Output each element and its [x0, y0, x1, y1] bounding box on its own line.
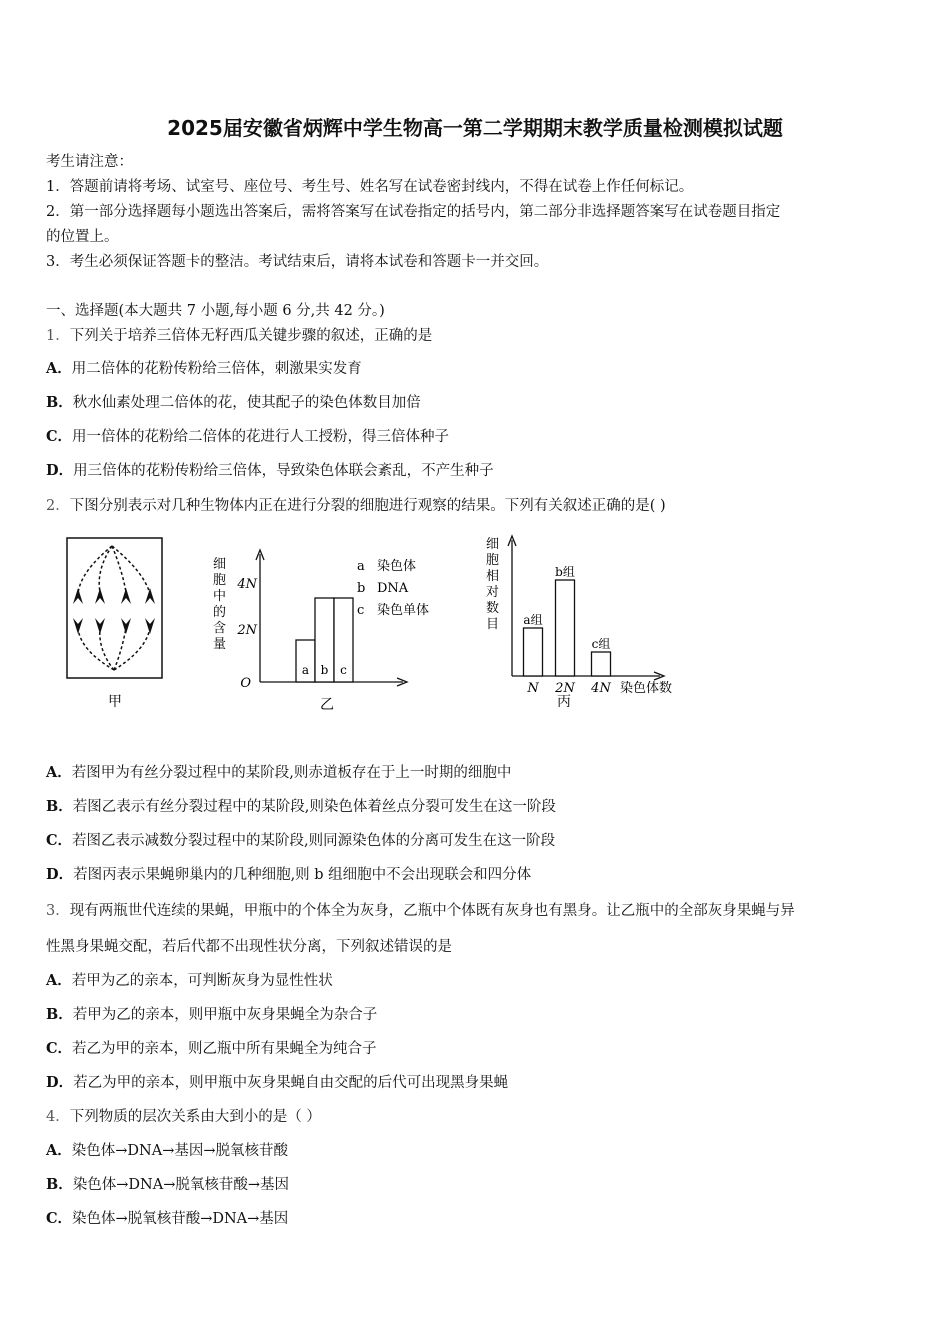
option-text: 用二倍体的花粉传粉给三倍体，刺激果实发育	[71, 361, 362, 377]
y-axis-label-char: 数	[486, 601, 500, 616]
bar-label: b组	[555, 565, 575, 579]
bar-1	[524, 628, 543, 676]
question-number: 2．	[46, 498, 70, 514]
bar-3	[592, 652, 611, 676]
cell-outline	[67, 538, 162, 678]
y-axis-label-char: 对	[486, 585, 500, 600]
notice-item: 的位置上。	[46, 229, 119, 245]
question-2-option-c	[46, 831, 555, 851]
y-axis-label-char: 细	[213, 557, 227, 572]
legend-text: DNA	[377, 581, 409, 596]
question-number: 4．	[46, 1109, 70, 1125]
option-label: A．	[46, 360, 72, 377]
question-4-option-c	[46, 1209, 288, 1229]
bar-label: c组	[591, 637, 611, 651]
y-axis-label-char: 中	[213, 589, 227, 604]
notice-heading: 考生请注意：	[46, 154, 133, 170]
question-number: 1．	[46, 328, 70, 344]
notice-item: 1．答题前请将考场、试室号、座位号、考生号、姓名写在试卷密封线内，不得在试卷上作任何标记。	[46, 179, 694, 195]
legend	[357, 558, 429, 618]
legend-key: a	[357, 559, 365, 574]
x-tick: N	[527, 681, 539, 696]
question-3-option-d	[46, 1073, 508, 1093]
option-text: 染色体→DNA→脱氧核苷酸→基因	[72, 1177, 289, 1193]
origin-label: O	[240, 676, 251, 691]
question-3-option-b	[46, 1005, 377, 1025]
question-4-stem	[46, 1107, 321, 1127]
option-text: 染色体→DNA→基因→脱氧核苷酸	[71, 1143, 288, 1159]
notice-item: 2．第一部分选择题每小题选出答案后，需将答案写在试卷指定的括号内，第二部分非选择题答案写在试卷题目指定	[46, 204, 781, 220]
bars	[296, 598, 353, 682]
question-2-option-a	[46, 763, 511, 783]
question-text: 下列关于培养三倍体无籽西瓜关键步骤的叙述，正确的是	[69, 328, 433, 344]
notice-item: 3．考生必须保证答题卡的整洁。考试结束后，请将本试卷和答题卡一并交回。	[46, 254, 549, 270]
option-label: A．	[46, 972, 72, 989]
option-text: 若图乙表示有丝分裂过程中的某阶段,则染色体着丝点分裂可发生在这一阶段	[72, 799, 556, 815]
legend-key: c	[357, 603, 365, 618]
question-3-stem-continued: 性黑身果蝇交配，若后代都不出现性状分离，下列叙述错误的是	[46, 939, 452, 955]
question-2-stem	[46, 496, 666, 516]
y-axis-label-char: 量	[213, 637, 227, 652]
option-label: D．	[46, 462, 74, 479]
legend-key: b	[357, 581, 366, 596]
option-text: 染色体→脱氧核苷酸→DNA→基因	[72, 1211, 289, 1227]
figure-bing	[480, 532, 700, 717]
question-3-stem	[46, 901, 795, 921]
spindle-fibers	[78, 546, 150, 670]
option-text: 若图甲为有丝分裂过程中的某阶段,则赤道板存在于上一时期的细胞中	[71, 765, 512, 781]
question-1-stem	[46, 326, 432, 346]
figure-caption: 丙	[557, 694, 571, 710]
legend-text: 染色体	[377, 559, 417, 574]
question-1-option-b	[46, 393, 421, 413]
question-text: 现有两瓶世代连续的果蝇，甲瓶中的个体全为灰身，乙瓶中个体既有灰身也有黑身。让乙瓶中的全部灰身果蝇与异	[69, 903, 795, 919]
bar-letter: c	[340, 663, 347, 677]
option-label: B．	[46, 798, 73, 815]
figure-yi	[205, 546, 450, 716]
bars	[523, 565, 610, 676]
y-axis-label-char: 含	[213, 621, 227, 636]
option-label: A．	[46, 1142, 72, 1159]
option-label: B．	[46, 394, 73, 411]
x-tick: 4N	[591, 681, 611, 696]
question-2-option-d	[46, 865, 531, 885]
option-label: C．	[46, 428, 73, 445]
option-label: D．	[46, 1074, 74, 1091]
option-text: 若甲为乙的亲本，则甲瓶中灰身果蝇全为杂合子	[72, 1007, 378, 1023]
bar-label: a组	[523, 613, 543, 627]
bar-2	[556, 580, 575, 676]
option-text: 若乙为甲的亲本，则乙瓶中所有果蝇全为纯合子	[72, 1041, 377, 1057]
y-axis-label-char: 细	[486, 537, 500, 552]
option-text: 用三倍体的花粉传粉给三倍体，导致染色体联会紊乱，不产生种子	[73, 463, 494, 479]
question-3-option-a	[46, 971, 333, 991]
option-text: 若甲为乙的亲本，可判断灰身为显性性状	[71, 973, 333, 989]
option-text: 若图丙表示果蝇卵巢内的几种细胞,则 b 组细胞中不会出现联会和四分体	[73, 867, 532, 883]
question-text: 下图分别表示对几种生物体内正在进行分裂的细胞进行观察的结果。下列有关叙述正确的是( )	[69, 498, 666, 514]
section-heading: 一、选择题(本大题共 7 小题,每小题 6 分,共 42 分。)	[46, 303, 385, 319]
question-4-option-a	[46, 1141, 288, 1161]
question-number: 3．	[46, 903, 70, 919]
x-axis-label: 染色体数	[620, 681, 673, 696]
y-axis-label	[486, 537, 499, 632]
option-label: C．	[46, 832, 73, 849]
option-label: D．	[46, 866, 74, 883]
question-1-option-a	[46, 359, 362, 379]
y-axis-label-char: 胞	[213, 573, 227, 588]
question-3-option-c	[46, 1039, 377, 1059]
option-label: C．	[46, 1040, 73, 1057]
figure-jia	[60, 532, 170, 712]
option-label: A．	[46, 764, 72, 781]
option-label: C．	[46, 1210, 73, 1227]
option-text: 用一倍体的花粉给二倍体的花进行人工授粉，得三倍体种子	[72, 429, 450, 445]
y-tick-4n: 4N	[237, 577, 257, 592]
y-axis-label-char: 的	[213, 605, 227, 620]
bar-letter: b	[320, 663, 329, 677]
option-text: 若乙为甲的亲本，则甲瓶中灰身果蝇自由交配的后代可出现黑身果蝇	[73, 1075, 509, 1091]
x-tick: 2N	[555, 681, 575, 696]
option-text: 若图乙表示减数分裂过程中的某阶段,则同源染色体的分离可发生在这一阶段	[72, 833, 556, 849]
option-text: 秋水仙素处理二倍体的花，使其配子的染色体数目加倍	[72, 395, 421, 411]
option-label: B．	[46, 1006, 73, 1023]
y-axis-label-char: 目	[486, 617, 500, 632]
chromosomes	[73, 588, 155, 634]
figure-caption: 乙	[320, 697, 334, 713]
question-4-option-b	[46, 1175, 289, 1195]
bar-letter: a	[301, 663, 310, 677]
y-axis-label-char: 胞	[486, 553, 500, 568]
question-text: 下列物质的层次关系由大到小的是（ ）	[69, 1109, 321, 1125]
question-2-option-b	[46, 797, 556, 817]
page-title: 2025届安徽省炳辉中学生物高一第二学期期末教学质量检测模拟试题	[167, 116, 783, 140]
option-label: B．	[46, 1176, 73, 1193]
question-1-option-c	[46, 427, 449, 447]
figure-caption: 甲	[108, 694, 122, 710]
y-axis-label	[213, 557, 226, 652]
y-tick-2n: 2N	[237, 623, 257, 638]
question-1-option-d	[46, 461, 494, 481]
y-axis-label-char: 相	[486, 569, 500, 584]
legend-text: 染色单体	[377, 603, 430, 618]
